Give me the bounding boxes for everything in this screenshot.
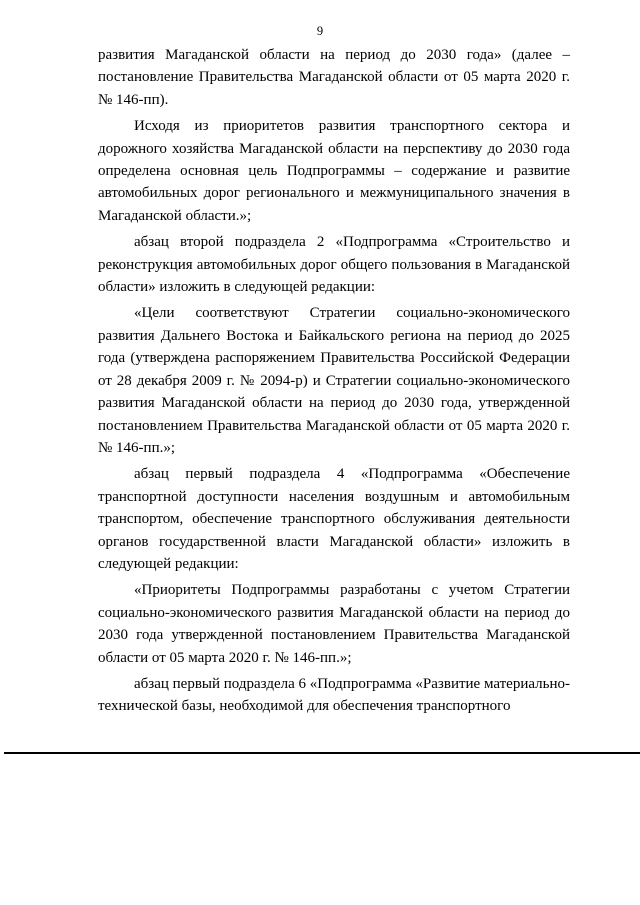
paragraph-priorities: Исходя из приоритетов развития транспортного сектора и дорожного хозяйства Магаданской области на перспективу до 2030 года определена основная цель Подпрограммы – содержание и развитие автомобильных дорог регионального и межмуниципального значения в Магаданской области.»; — [98, 118, 570, 224]
paragraph-subsection-6-intro: абзац первый подраздела 6 «Подпрограмма «Развитие материально-технической базы, необходимой для обеспечения транспортного — [98, 675, 570, 715]
page-bottom-rule — [4, 752, 640, 754]
page-number: 9 — [316, 24, 324, 38]
paragraph-subsection-2-intro: абзац второй подраздела 2 «Подпрограмма «Строительство и реконструкция автомобильных дорог общего пользования в Магаданской области» изложить в следующей редакции: — [98, 234, 570, 296]
paragraph-program-priorities: «Приоритеты Подпрограммы разработаны с учетом Стратегии социально-экономического развития Магаданской области на период до 2030 года утвержденной постановлением Правительства Магаданской области от 05 марта 2020 г. № 146-пп.»; — [98, 582, 570, 666]
paragraph-goals-strategy: «Цели соответствуют Стратегии социально-экономического развития Дальнего Востока и Байкальского региона на период до 2025 года (утверждена распоряжением Правительства Российской Федерации от 28 декабря 2009 г. № 2094-р) и Стратегии социально-экономического развития Магаданской области на период до 2030 года, утвержденной постановлением Правительства Магаданской области от 05 марта 2020 г. № 146-пп.»; — [98, 305, 570, 456]
paragraph-continuation: развития Магаданской области на период до 2030 года» (далее – постановление Правительства Магаданской области от 05 марта 2020 г. № 146-пп). — [98, 47, 570, 108]
paragraph-subsection-4-intro: абзац первый подраздела 4 «Подпрограмма «Обеспечение транспортной доступности населения воздушным и автомобильным транспортом, обеспечение транспортного обслуживания деятельности органов государственной власти Магаданской области» изложить в следующей редакции: — [98, 466, 570, 572]
document-body — [98, 44, 570, 722]
